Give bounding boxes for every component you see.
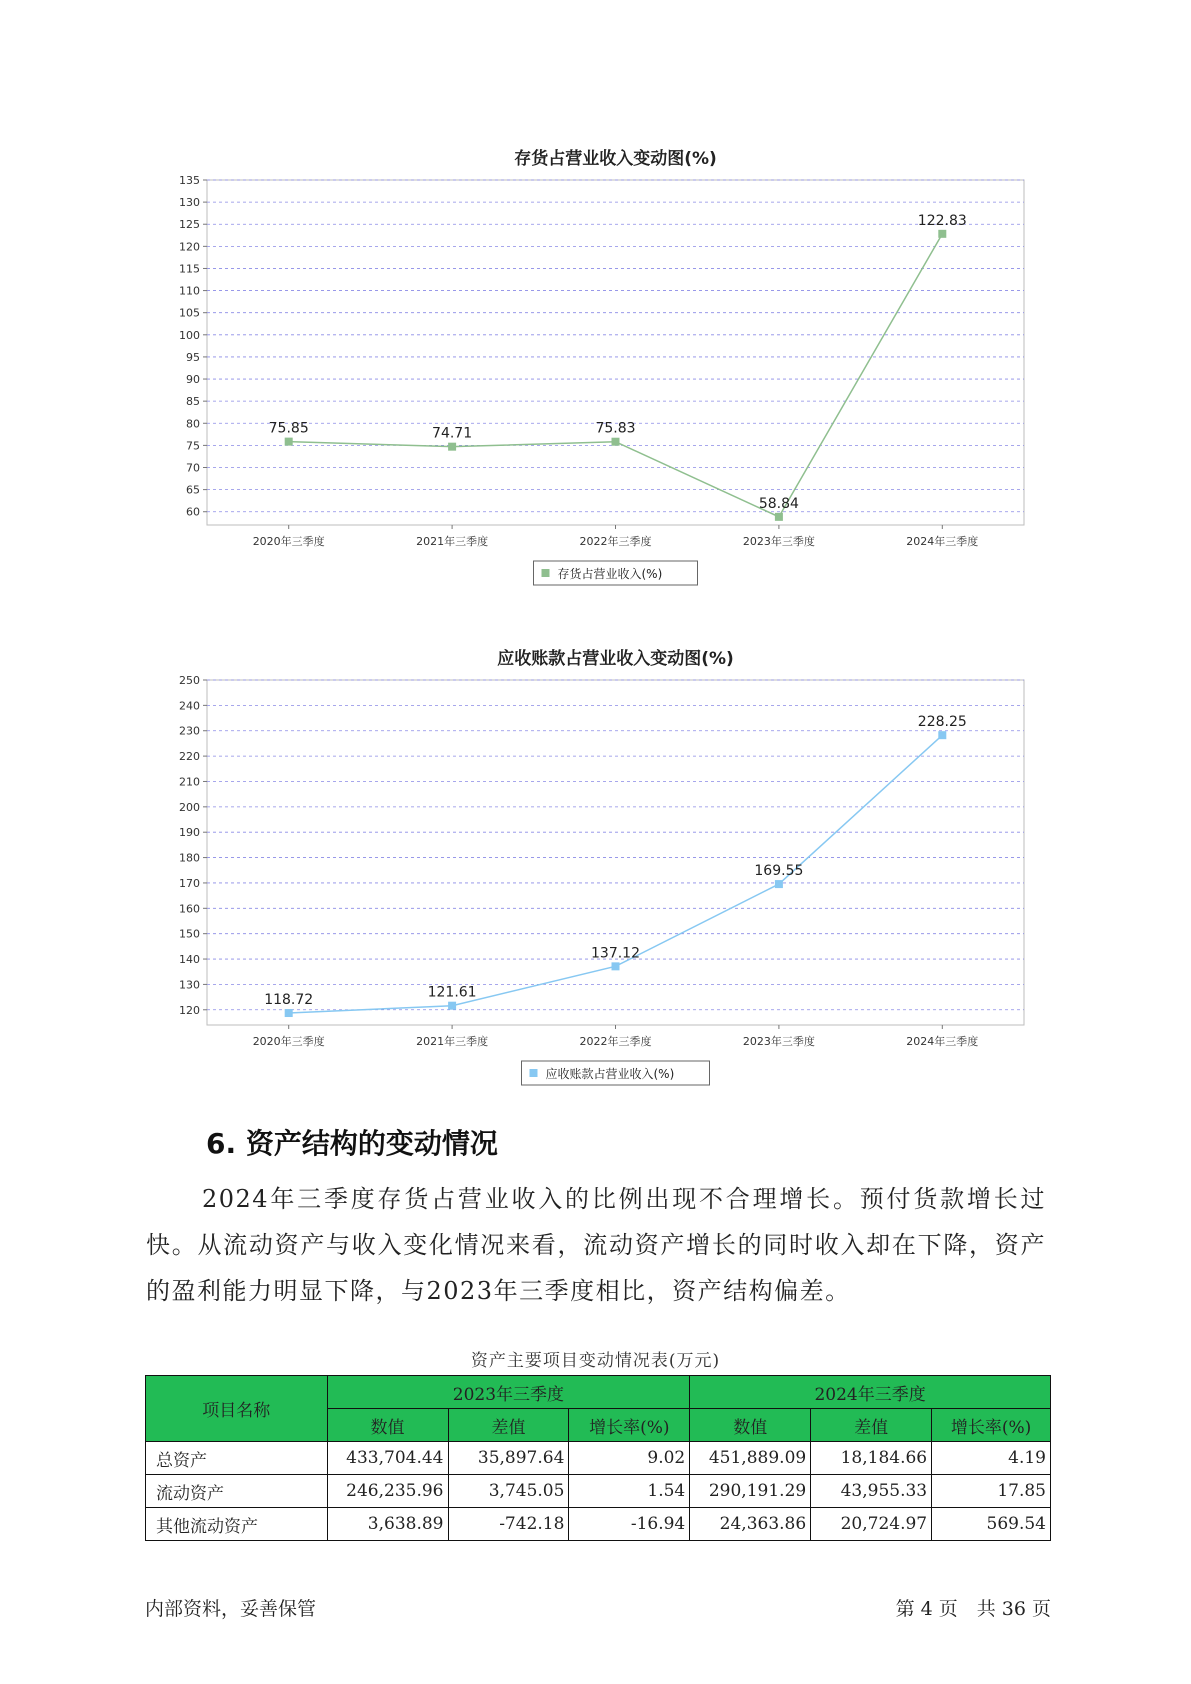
legend-marker (530, 1069, 538, 1077)
table-row (146, 1442, 1051, 1475)
section-title: 6. 资产结构的变动情况 (206, 1127, 498, 1160)
table-cell: 569.54 (932, 1508, 1051, 1541)
y-tick-label: 170 (179, 876, 200, 890)
header-item-name: 项目名称 (146, 1376, 328, 1442)
y-tick-label: 75 (186, 439, 200, 453)
table-cell: -742.18 (448, 1508, 569, 1541)
header-period-2024: 2024年三季度 (690, 1376, 1051, 1409)
x-tick-label: 2024年三季度 (906, 1035, 979, 1048)
footer-page-number: 第 4 页 共 36 页 (895, 1598, 1051, 1620)
y-tick-label: 65 (186, 483, 200, 497)
table-cell: -16.94 (569, 1508, 690, 1541)
x-tick-label: 2022年三季度 (579, 1035, 652, 1048)
y-tick-label: 90 (186, 373, 200, 387)
x-tick-label: 2020年三季度 (252, 535, 325, 548)
table-cell: 3,638.89 (327, 1508, 448, 1541)
table-row (146, 1475, 1051, 1508)
inventory-ratio-chart (0, 130, 1191, 590)
row-name: 流动资产 (146, 1475, 328, 1508)
y-tick-label: 190 (179, 826, 200, 840)
x-tick-label: 2023年三季度 (742, 535, 815, 548)
y-tick-label: 60 (186, 505, 200, 519)
y-tick-label: 130 (179, 978, 200, 992)
receivables-ratio-chart (0, 630, 1191, 1090)
chart-title: 应收账款占营业收入变动图(%) (497, 649, 734, 669)
data-label: 228.25 (917, 714, 967, 731)
x-tick-label: 2021年三季度 (416, 1035, 489, 1048)
subheader-growth: 增长率(%) (932, 1409, 1051, 1442)
table-cell: 451,889.09 (690, 1442, 811, 1475)
chart-title: 存货占营业收入变动图(%) (514, 149, 717, 169)
data-point (775, 880, 783, 888)
y-tick-label: 80 (186, 417, 200, 431)
table-cell: 4.19 (932, 1442, 1051, 1475)
data-label: 169.55 (754, 863, 804, 880)
y-tick-label: 95 (186, 350, 200, 364)
x-tick-label: 2023年三季度 (742, 1035, 815, 1048)
data-point (612, 962, 620, 970)
asset-change-table (145, 1375, 1051, 1541)
y-tick-label: 210 (179, 775, 200, 789)
data-label: 118.72 (264, 992, 314, 1009)
data-label: 137.12 (591, 945, 640, 962)
data-point (448, 1002, 456, 1010)
x-tick-label: 2022年三季度 (579, 535, 652, 548)
inventory-ratio-chart-svg (0, 130, 1191, 590)
table-cell: 24,363.86 (690, 1508, 811, 1541)
data-point (938, 731, 946, 739)
data-label: 58.84 (758, 495, 799, 512)
y-tick-label: 85 (186, 395, 200, 409)
table-cell: 290,191.29 (690, 1475, 811, 1508)
y-tick-label: 125 (179, 218, 200, 232)
data-point (612, 438, 620, 446)
y-tick-label: 130 (179, 196, 200, 210)
x-tick-label: 2020年三季度 (252, 1035, 325, 1048)
y-tick-label: 150 (179, 927, 200, 941)
y-tick-label: 110 (179, 284, 200, 298)
table-row (146, 1508, 1051, 1541)
table-cell: 18,184.66 (811, 1442, 932, 1475)
receivables-ratio-chart-svg (0, 630, 1191, 1090)
x-tick-label: 2021年三季度 (416, 535, 489, 548)
y-tick-label: 120 (179, 240, 200, 254)
table-cell: 3,745.05 (448, 1475, 569, 1508)
subheader-value: 数值 (690, 1409, 811, 1442)
subheader-value: 数值 (327, 1409, 448, 1442)
table-cell: 43,955.33 (811, 1475, 932, 1508)
table-cell: 9.02 (569, 1442, 690, 1475)
data-point (285, 438, 293, 446)
y-tick-label: 200 (179, 800, 200, 814)
subheader-diff: 差值 (811, 1409, 932, 1442)
y-tick-label: 140 (179, 953, 200, 967)
y-tick-label: 180 (179, 851, 200, 865)
y-tick-label: 135 (179, 174, 200, 187)
data-point (285, 1009, 293, 1017)
y-tick-label: 115 (179, 262, 200, 276)
data-point (938, 230, 946, 238)
table-cell: 20,724.97 (811, 1508, 932, 1541)
y-tick-label: 100 (179, 328, 200, 342)
section-paragraph: 2024年三季度存货占营业收入的比例出现不合理增长。预付货款增长过快。从流动资产与收入变化情况来看，流动资产增长的同时收入却在下降，资产的盈利能力明显下降，与2023年三季度相比，资产结构偏差。 (146, 1185, 1046, 1305)
row-name: 其他流动资产 (146, 1508, 328, 1541)
subheader-diff: 差值 (448, 1409, 569, 1442)
y-tick-label: 220 (179, 750, 200, 764)
table-cell: 433,704.44 (327, 1442, 448, 1475)
table-cell: 35,897.64 (448, 1442, 569, 1475)
y-tick-label: 120 (179, 1003, 200, 1017)
y-tick-label: 230 (179, 724, 200, 738)
header-period-2023: 2023年三季度 (327, 1376, 690, 1409)
x-tick-label: 2024年三季度 (906, 535, 979, 548)
table-cell: 17.85 (932, 1475, 1051, 1508)
legend-marker (542, 569, 550, 577)
y-tick-label: 240 (179, 699, 200, 713)
subheader-growth: 增长率(%) (569, 1409, 690, 1442)
legend-label: 存货占营业收入(%) (557, 567, 663, 581)
y-tick-label: 160 (179, 902, 200, 916)
data-label: 75.85 (268, 420, 309, 437)
y-tick-label: 105 (179, 306, 200, 320)
data-label: 75.83 (595, 420, 636, 437)
footer-confidential-note: 内部资料，妥善保管 (145, 1598, 317, 1620)
y-tick-label: 250 (179, 674, 200, 687)
data-label: 121.61 (427, 984, 477, 1001)
data-point (448, 443, 456, 451)
legend-label: 应收账款占营业收入(%) (545, 1067, 675, 1081)
table-cell: 246,235.96 (327, 1475, 448, 1508)
data-label: 74.71 (432, 425, 473, 442)
table-caption: 资产主要项目变动情况表(万元) (470, 1351, 721, 1371)
plot-area (207, 180, 1024, 525)
row-name: 总资产 (146, 1442, 328, 1475)
data-point (775, 513, 783, 521)
table-cell: 1.54 (569, 1475, 690, 1508)
plot-area (207, 680, 1024, 1025)
y-tick-label: 70 (186, 461, 200, 475)
data-label: 122.83 (917, 212, 967, 229)
